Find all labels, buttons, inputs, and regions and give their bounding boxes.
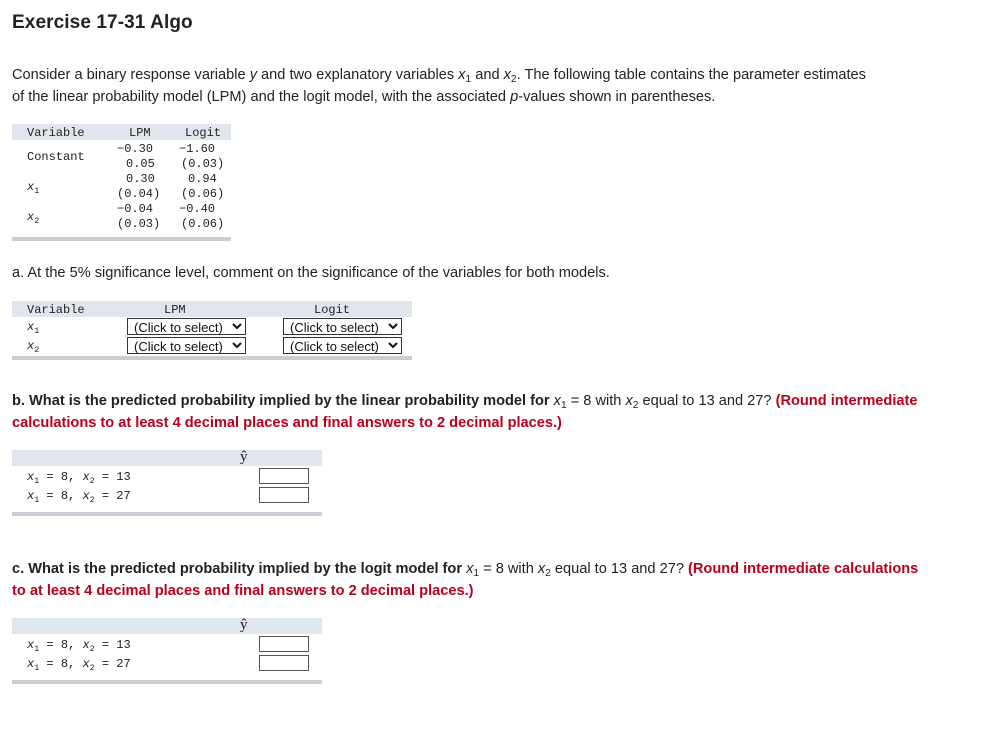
estimates-constant-logit-p: (0.03) [181,157,225,171]
part-a-question: a. At the 5% significance level, comment on the significance of the variables for both models. [12,265,610,281]
part-a-header-logit: Logit [314,303,351,317]
part-c-bottom-bar [12,680,322,684]
estimates-constant-lpm-p: 0.05 [126,157,155,171]
part-b-answer-1-input[interactable] [259,468,309,484]
part-c-table [12,618,322,688]
part-b-question: b. What is the predicted probability implied by the linear probability model for $x_1 = 8$ with $x_2$ equal to 13 and 27? (Round intermediate calculations to at least 4 decimal places and final answers to 2 decimal places.) [12,393,918,431]
estimates-header-logit: Logit [185,126,222,140]
estimates-constant-lpm: −0.30 [117,142,154,156]
part-a-header-lpm: LPM [164,303,186,317]
x1-lpm-select[interactable] [127,318,246,335]
intro-paragraph: Consider a binary response variable y and two explanatory variables $x_1$ and $x_2$. The following table contains the parameter estimates of the linear probability model (LPM) and the logit model, with the associated p-values shown in parentheses. [12,67,866,105]
part-c-answer-2-input[interactable] [259,655,309,671]
part-c-row-2-label: $x_1 = 8$, $x_2 = 27$ [27,657,131,673]
part-a-table [12,301,412,357]
part-c-question: c. What is the predicted probability implied by the logit model for $x_1 = 8$ with $x_2$ equal to 13 and 27? (Round intermediate calculations to at least 4 decimal places and final answers to 2 decimal places.) [12,561,919,599]
part-b-table [12,450,322,520]
part-b-row-2-label: $x_1 = 8$, $x_2 = 27$ [27,489,131,505]
estimates-x2-lpm-p: (0.03) [117,217,161,231]
part-b-answer-2-input[interactable] [259,487,309,503]
estimates-bottom-bar [12,237,231,241]
estimates-row-x1-label: $x_1$ [27,180,40,196]
part-b-header-bg [12,450,322,466]
estimates-x1-logit-p: (0.06) [181,187,225,201]
part-c-row-1-label: $x_1 = 8$, $x_2 = 13$ [27,638,131,654]
part-c-answer-1-input[interactable] [259,636,309,652]
estimates-x1-lpm-p: (0.04) [117,187,161,201]
estimates-row-constant-label: Constant [27,150,85,164]
estimates-constant-logit: −1.60 [179,142,216,156]
estimates-table [12,124,231,244]
part-b-row-1-label: $x_1 = 8$, $x_2 = 13$ [27,470,131,486]
estimates-x2-logit: −0.40 [179,202,216,216]
estimates-x1-lpm: 0.30 [126,172,155,186]
x1-logit-select[interactable] [283,318,402,335]
part-b-yhat-header: ŷ [240,449,248,465]
part-b-bottom-bar [12,512,322,516]
estimates-row-x2-label: $x_2$ [27,210,40,226]
part-a-row-x1-label: $x_1$ [27,320,40,336]
estimates-x1-logit: 0.94 [188,172,217,186]
estimates-header-variable: Variable [27,126,85,140]
estimates-x2-lpm: −0.04 [117,202,154,216]
estimates-header-lpm: LPM [129,126,151,140]
x2-lpm-select[interactable] [127,337,246,354]
part-c-header-bg [12,618,322,634]
part-a-row-x2-label: $x_2$ [27,339,40,355]
page-title: Exercise 17-31 Algo [12,12,193,33]
part-c-yhat-header: ŷ [240,617,248,633]
estimates-x2-logit-p: (0.06) [181,217,225,231]
part-a-bottom-bar [12,356,412,360]
x2-logit-select[interactable] [283,337,402,354]
part-a-header-variable: Variable [27,303,85,317]
